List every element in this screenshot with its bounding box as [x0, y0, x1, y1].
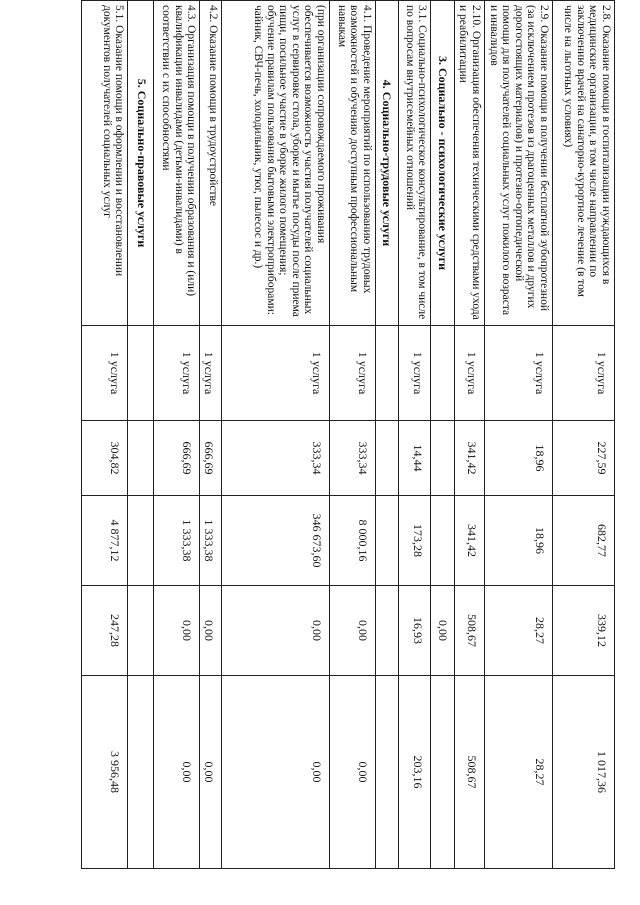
service-name-cell: 5. Социально-правовые услуги [128, 1, 154, 326]
service-name-cell: 4.1. Проведение мероприятий по использованию трудовых возможностей и обучению доступным профессиональным навыкам [330, 1, 376, 326]
total-cell: 1 333,38 [154, 496, 200, 586]
total-cell: 682,77 [553, 496, 615, 586]
unit-cell [431, 326, 455, 421]
price-cell [376, 421, 400, 496]
total-cell: 18,96 [485, 496, 553, 586]
price-cell: 333,34 [330, 421, 376, 496]
unit-cell: 1 услуга [82, 326, 128, 421]
total-cell-2: 3 956,48 [82, 676, 128, 869]
section-row [431, 1, 455, 869]
unit-cell: 1 услуга [553, 326, 615, 421]
price-cell-2: 508,67 [455, 586, 485, 676]
service-name-cell: 2.9. Оказание помощи в получении бесплатной зубопротезной (за исключением протезов из драгоценных металлов и других дорогостоящих материалов) и протезно-ортопедической помощи для получателей социальных услуг пожилого возраста и инвалидов [485, 1, 553, 326]
service-name-cell: 2.10. Организация обеспечения техническими средствами ухода и реабилитации [455, 1, 485, 326]
total-cell-2: 0,00 [330, 676, 376, 869]
total-cell-2: 0,00 [154, 676, 200, 869]
price-cell [128, 421, 154, 496]
unit-cell: 1 услуга [200, 326, 222, 421]
price-cell: 14,44 [399, 421, 431, 496]
total-cell-2: 1 017,36 [553, 676, 615, 869]
price-cell-2: 0,00 [222, 586, 330, 676]
price-cell: 333,34 [222, 421, 330, 496]
price-cell: 341,42 [455, 421, 485, 496]
total-cell-2: 28,27 [485, 676, 553, 869]
table-row [200, 1, 222, 869]
table-row [154, 1, 200, 869]
total-cell: 341,42 [455, 496, 485, 586]
price-cell-2: 0,00 [330, 586, 376, 676]
service-name-cell: 4. Социально-трудовые услуги [376, 1, 400, 326]
price-cell-2: 28,27 [485, 586, 553, 676]
price-cell-2: 0,00 [200, 586, 222, 676]
unit-cell [376, 326, 400, 421]
total-cell-2: 203,16 [399, 676, 431, 869]
section-row [376, 1, 400, 869]
service-name-cell: 4.2. Оказание помощи в трудоустройстве [200, 1, 222, 326]
price-cell-2: 0,00 [154, 586, 200, 676]
unit-cell: 1 услуга [485, 326, 553, 421]
service-name-cell: 3.1. Социально-психологическое консультирование, в том числе по вопросам внутрисемейных отношений [399, 1, 431, 326]
unit-cell: 1 услуга [222, 326, 330, 421]
unit-cell: 1 услуга [330, 326, 376, 421]
service-name-cell: (при организации сопровождаемого проживания обеспечивается возможность участия получателей социальных услуг в сервировке стола, уборке и мытье посуды после приема пищи, посильное участие в уборке жилого помещения; обучение правилам пользования бытовыми электроприборами: чайник, СВЧ-печь, холодильник, утюг, пылесос и др.) [222, 1, 330, 326]
total-cell: 173,28 [399, 496, 431, 586]
service-name-cell: 5.1. Оказание помощи в оформлении и восстановлении документов получателей социальных услуг [82, 1, 128, 326]
unit-cell [128, 326, 154, 421]
total-cell-2 [128, 676, 154, 869]
price-cell [431, 421, 455, 496]
price-cell-2: 16,93 [399, 586, 431, 676]
service-name-cell: 3. Социально - психологические услуги [431, 1, 455, 326]
table-row [399, 1, 431, 869]
total-cell: 8 000,16 [330, 496, 376, 586]
total-cell [128, 496, 154, 586]
price-cell-2: 0,00 [431, 586, 455, 676]
table-row [485, 1, 553, 869]
price-cell-2: 247,28 [82, 586, 128, 676]
table-row [82, 1, 128, 869]
price-cell-2: 339,12 [553, 586, 615, 676]
total-cell [431, 496, 455, 586]
unit-cell: 1 услуга [455, 326, 485, 421]
price-cell-2 [376, 586, 400, 676]
table-body [82, 1, 615, 869]
table-row [553, 1, 615, 869]
service-name-cell: 4.3. Организация помощи в получении образования и (или) квалификации инвалидами (детьми-инвалидами) в соответствии с их способностями [154, 1, 200, 326]
table-row [222, 1, 330, 869]
unit-cell: 1 услуга [399, 326, 431, 421]
unit-cell: 1 услуга [154, 326, 200, 421]
table-row [330, 1, 376, 869]
section-row [128, 1, 154, 869]
price-cell: 304,82 [82, 421, 128, 496]
total-cell: 346 673,60 [222, 496, 330, 586]
total-cell [376, 496, 400, 586]
price-cell: 18,96 [485, 421, 553, 496]
table-row [455, 1, 485, 869]
total-cell-2 [376, 676, 400, 869]
price-cell-2 [128, 586, 154, 676]
tariff-table [82, 0, 616, 869]
total-cell-2: 508,67 [455, 676, 485, 869]
price-cell: 666,69 [154, 421, 200, 496]
total-cell-2: 0,00 [200, 676, 222, 869]
price-cell: 666,69 [200, 421, 222, 496]
price-cell: 227,59 [553, 421, 615, 496]
total-cell-2 [431, 676, 455, 869]
total-cell-2: 0,00 [222, 676, 330, 869]
total-cell: 1 333,38 [200, 496, 222, 586]
total-cell: 4 877,12 [82, 496, 128, 586]
service-name-cell: 2.8. Оказание помощи в госпитализации нуждающихся в медицинские организации, в том числе направлении по заключению врачей на санаторно-курортное лечение (в том числе на льготных условиях) [553, 1, 615, 326]
